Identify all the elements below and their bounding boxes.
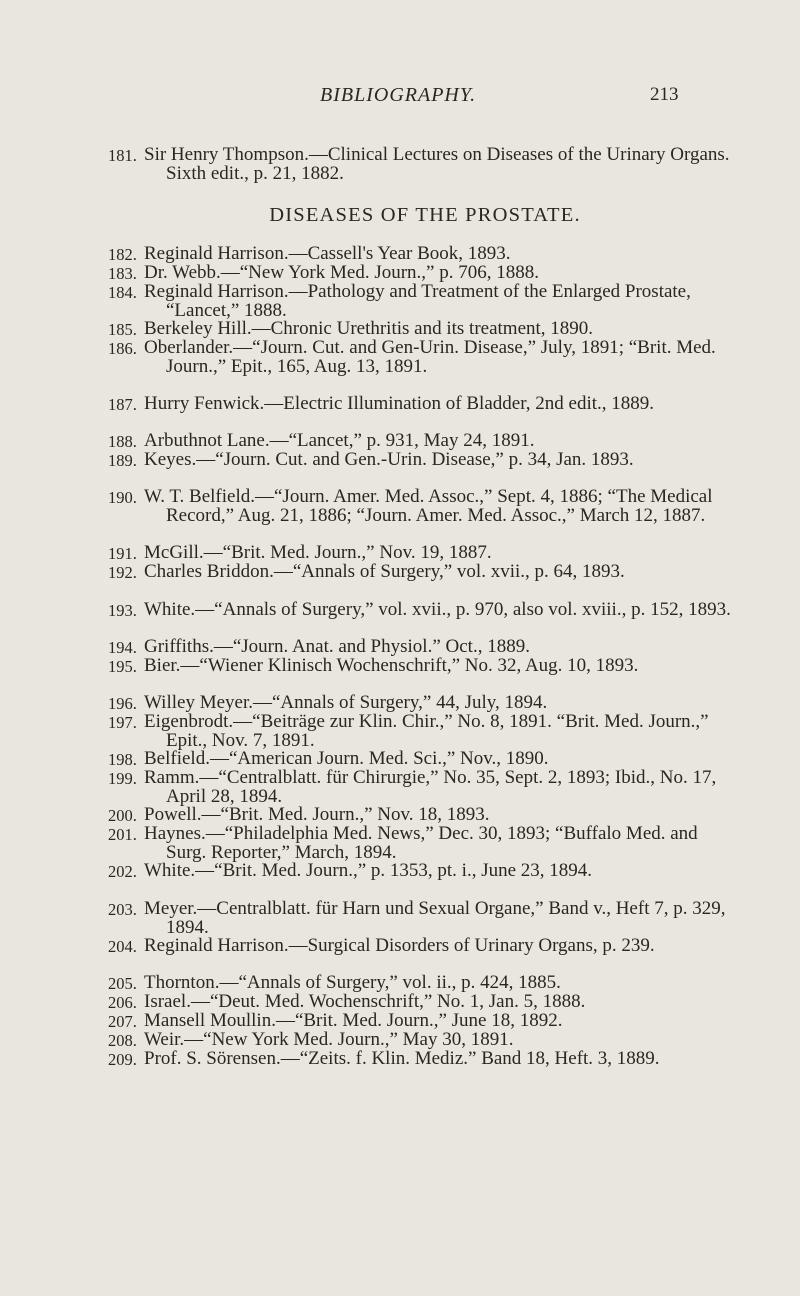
entry-number: 185.: [108, 320, 137, 339]
entry-text: Meyer.—Centralblatt. für Harn und Sexual Organe,” Band v., Heft 7, p. 329, 1894.: [144, 898, 726, 938]
entry-number: 200.: [108, 806, 137, 825]
entry-number: 209.: [108, 1050, 137, 1069]
entry-number: 187.: [108, 395, 137, 414]
section-heading: DISEASES OF THE PROSTATE.: [269, 204, 581, 226]
entry-number: 199.: [108, 769, 137, 788]
entry-text: Hurry Fenwick.—Electric Illumination of Bladder, 2nd edit., 1889.: [144, 393, 655, 414]
entry-text: Israel.—“Deut. Med. Wochenschrift,” No. 1, Jan. 5, 1888.: [144, 991, 586, 1012]
entry-number: 205.: [108, 974, 137, 993]
entry-text: Reginald Harrison.—Surgical Disorders of Urinary Organs, p. 239.: [144, 935, 655, 956]
entry-text: Bier.—“Wiener Klinisch Wochenschrift,” No. 32, Aug. 10, 1893.: [144, 655, 639, 676]
entry-number: 188.: [108, 432, 137, 451]
entry-text: Belfield.—“American Journ. Med. Sci.,” Nov., 1890.: [144, 748, 549, 769]
entry-number: 201.: [108, 825, 137, 844]
entry-number: 184.: [108, 283, 137, 302]
entry-text: Dr. Webb.—“New York Med. Journ.,” p. 706, 1888.: [144, 262, 539, 283]
entry-text: McGill.—“Brit. Med. Journ.,” Nov. 19, 1887.: [144, 542, 492, 563]
entry-text: Weir.—“New York Med. Journ.,” May 30, 1891.: [144, 1029, 514, 1050]
entry-text: Powell.—“Brit. Med. Journ.,” Nov. 18, 1893.: [144, 804, 490, 825]
page-number: 213: [650, 84, 679, 105]
entry-text: Berkeley Hill.—Chronic Urethritis and its treatment, 1890.: [144, 318, 594, 339]
entry-text: Oberlander.—“Journ. Cut. and Gen-Urin. Disease,” July, 1891; “Brit. Med. Journ.,” Epit., 165, Aug. 13, 1891.: [144, 337, 716, 377]
entry-text: Eigenbrodt.—“Beiträge zur Klin. Chir.,” No. 8, 1891. “Brit. Med. Journ.,” Epit., Nov. 7, 1891.: [144, 711, 709, 751]
entry-number: 193.: [108, 601, 137, 620]
entry-number: 197.: [108, 713, 137, 732]
entry-number: 194.: [108, 638, 137, 657]
entry-text: Willey Meyer.—“Annals of Surgery,” 44, July, 1894.: [144, 692, 548, 713]
entry-text: Reginald Harrison.—Pathology and Treatment of the Enlarged Prostate, “Lancet,” 1888.: [144, 281, 691, 321]
entry-number: 208.: [108, 1031, 137, 1050]
entry-text: Mansell Moullin.—“Brit. Med. Journ.,” June 18, 1892.: [144, 1010, 563, 1031]
entry-number: 183.: [108, 264, 137, 283]
entry-number: 204.: [108, 937, 137, 956]
entry-number: 196.: [108, 694, 137, 713]
entry-number: 182.: [108, 245, 137, 264]
entry-text: Thornton.—“Annals of Surgery,” vol. ii., p. 424, 1885.: [144, 972, 561, 993]
entry-number: 190.: [108, 488, 137, 507]
entry-text: Sir Henry Thompson.—Clinical Lectures on Diseases of the Urinary Organs. Sixth edit., p. 21, 1882.: [144, 144, 730, 184]
entry-text: Griffiths.—“Journ. Anat. and Physiol.” Oct., 1889.: [144, 636, 530, 657]
entry-number: 207.: [108, 1012, 137, 1031]
entry-text: White.—“Brit. Med. Journ.,” p. 1353, pt. i., June 23, 1894.: [144, 860, 593, 881]
entry-text: Keyes.—“Journ. Cut. and Gen.-Urin. Disease,” p. 34, Jan. 1893.: [144, 449, 634, 470]
entry-text: W. T. Belfield.—“Journ. Amer. Med. Assoc.,” Sept. 4, 1886; “The Medical Record,” Aug. 21, 1886; “Journ. Amer. Med. Assoc.,” March 12, 1887.: [144, 486, 713, 526]
entry-text: Reginald Harrison.—Cassell's Year Book, 1893.: [144, 243, 511, 264]
entry-text: Haynes.—“Philadelphia Med. News,” Dec. 30, 1893; “Buffalo Med. and Surg. Reporter,” March, 1894.: [144, 823, 698, 863]
entry-number: 206.: [108, 993, 137, 1012]
entry-number: 203.: [108, 900, 137, 919]
entry-number: 181.: [108, 146, 137, 165]
entry-text: Ramm.—“Centralblatt. für Chirurgie,” No. 35, Sept. 2, 1893; Ibid., No. 17, April 28, 1894.: [144, 767, 717, 807]
entry-number: 202.: [108, 862, 137, 881]
entry-text: Arbuthnot Lane.—“Lancet,” p. 931, May 24, 1891.: [144, 430, 535, 451]
entry-number: 189.: [108, 451, 137, 470]
running-head: [0, 84, 800, 114]
entry-number: 192.: [108, 563, 137, 582]
entry-number: 186.: [108, 339, 137, 358]
entry-text: Prof. S. Sörensen.—“Zeits. f. Klin. Mediz.” Band 18, Heft. 3, 1889.: [144, 1048, 660, 1069]
running-title: BIBLIOGRAPHY.: [320, 84, 477, 106]
entry-text: White.—“Annals of Surgery,” vol. xvii., p. 970, also vol. xviii., p. 152, 1893.: [144, 599, 731, 620]
entry-number: 191.: [108, 544, 137, 563]
entry-number: 195.: [108, 657, 137, 676]
entry-text: Charles Briddon.—“Annals of Surgery,” vol. xvii., p. 64, 1893.: [144, 561, 625, 582]
entry-number: 198.: [108, 750, 137, 769]
